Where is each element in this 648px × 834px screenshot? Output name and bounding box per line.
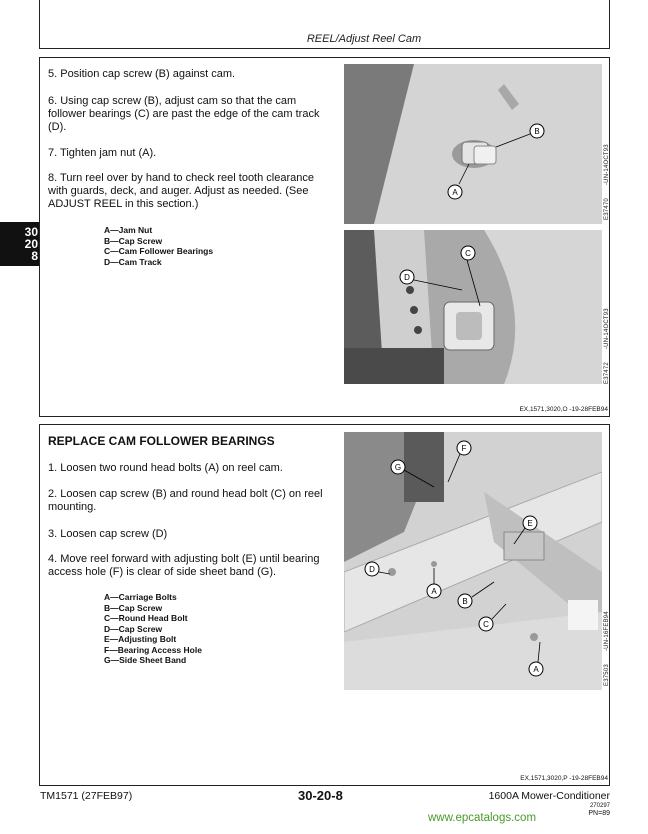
step-5: 5. Position cap screw (B) against cam. <box>48 68 236 80</box>
svg-text:C: C <box>483 620 489 629</box>
section1-ref: EX,1571,3020,O -19-28FEB94 <box>519 406 608 413</box>
section2-heading: REPLACE CAM FOLLOWER BEARINGS <box>48 434 275 448</box>
svg-text:A: A <box>533 665 539 674</box>
legend-item: C—Cam Follower Bearings <box>104 246 214 256</box>
svg-text:B: B <box>534 127 540 136</box>
photo3-code: E37503 -UN-16FEB94 <box>604 611 610 686</box>
svg-text:D: D <box>369 565 375 574</box>
footer-product: 1600A Mower-Conditioner <box>488 790 610 802</box>
section2-ref: EX,1571,3020,P -19-28FEB94 <box>520 775 608 782</box>
step-7: 7. Tighten jam nut (A). <box>48 147 157 159</box>
legend-item: A—Jam Nut <box>104 225 153 235</box>
svg-text:E: E <box>527 519 533 528</box>
step-2: 2. Loosen cap screw (B) and round head bolt (C) on reel mounting. <box>48 488 323 513</box>
step-6: 6. Using cap screw (B), adjust cam so that the cam follower bearings (C) are past the edge of the cam track (D). <box>48 95 320 133</box>
svg-text:C: C <box>465 249 471 258</box>
legend-item: B—Cap Screw <box>104 602 163 613</box>
footer-manual-id: TM1571 (27FEB97) <box>40 790 133 802</box>
legend-item: F—Bearing Access Hole <box>104 644 202 655</box>
legend-item: D—Cap Screw <box>104 623 163 634</box>
svg-text:A: A <box>431 587 437 596</box>
svg-text:B: B <box>462 597 468 606</box>
svg-text:G: G <box>394 463 402 472</box>
svg-text:A: A <box>452 188 458 197</box>
legend-section2 <box>104 592 202 666</box>
photo1-code: E37470 -UN-14OCT93 <box>604 144 610 220</box>
step-1: 1. Loosen two round head bolts (A) on reel cam. <box>48 462 283 474</box>
footer-page-number: 30-20-8 <box>298 788 343 803</box>
legend-section1 <box>104 225 213 267</box>
page-title: REEL/Adjust Reel Cam <box>306 33 422 45</box>
legend-item: B—Cap Screw <box>104 235 163 246</box>
step-8: 8. Turn reel over by hand to check reel tooth clearance with guards, deck, and auger. Adjust as needed. (See ADJUST REEL in this section.) <box>48 172 314 210</box>
footer-date: 270297 <box>589 803 610 809</box>
svg-text:D: D <box>404 273 410 282</box>
photo-jam-nut-cap-screw <box>344 64 602 224</box>
legend-item: A—Carriage Bolts <box>104 592 177 602</box>
legend-item: E—Adjusting Bolt <box>104 634 177 644</box>
legend-item: D—Cam Track <box>104 256 162 267</box>
step-4: 4. Move reel forward with adjusting bolt (E) until bearing access hole (F) is clear of side sheet band (G). <box>48 553 320 578</box>
photo-reel-mounting <box>344 432 602 690</box>
photo-cam-follower-bearings <box>344 230 602 384</box>
photo2-code: E37472 -UN-14OCT93 <box>604 308 610 384</box>
footer-pn: PN=89 <box>588 810 610 817</box>
watermark: www.epcatalogs.com <box>428 812 537 824</box>
svg-text:F: F <box>461 444 467 453</box>
legend-item: C—Round Head Bolt <box>104 613 188 623</box>
step-3: 3. Loosen cap screw (D) <box>48 528 168 540</box>
legend-item: G—Side Sheet Band <box>104 655 187 665</box>
section-tab-number: 30 20 8 <box>24 225 38 263</box>
